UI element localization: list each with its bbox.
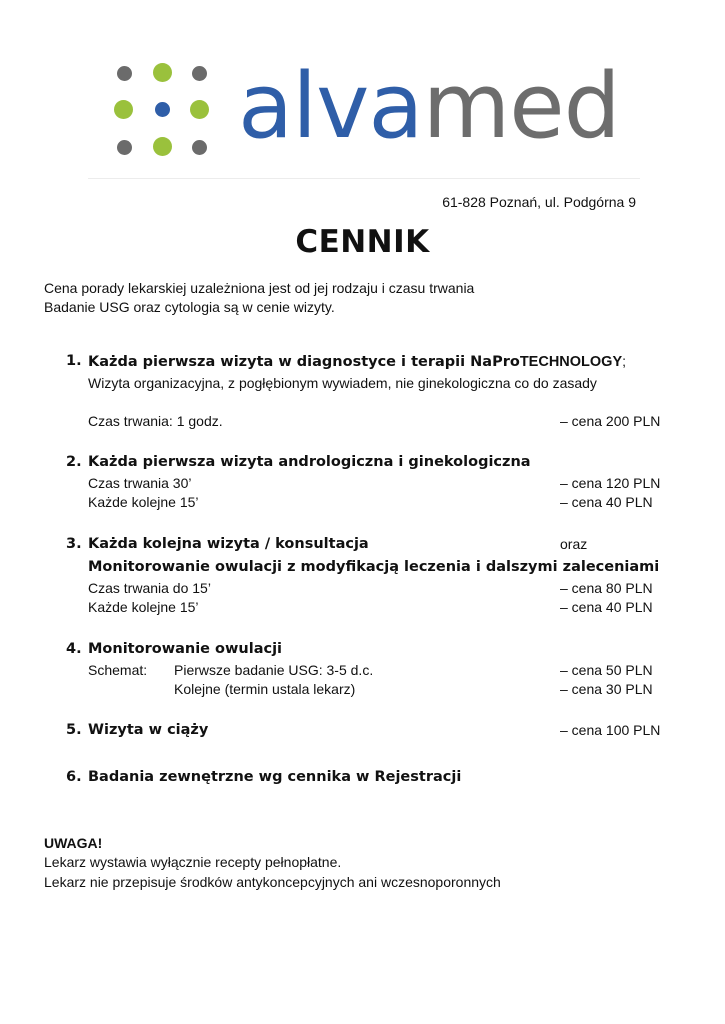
item-heading-plain: TECHNOLOGY — [519, 354, 623, 370]
item-number: 4. — [66, 641, 82, 657]
item-number: 3. — [66, 536, 82, 552]
notice-title: UWAGA! — [44, 835, 103, 851]
logo-dot — [114, 100, 133, 119]
logo-text-alva: alva — [238, 54, 423, 159]
price-value: – cena 40 PLN — [560, 494, 653, 510]
price-label: Pierwsze badanie USG: 3-5 d.c. — [174, 662, 374, 678]
item-heading-secondary: Monitorowanie owulacji z modyfikacją leczenia i dalszymi zaleceniami — [88, 559, 660, 575]
item-heading: Każda kolejna wizyta / konsultacja — [88, 536, 369, 552]
price-label: Czas trwania: 1 godz. — [88, 413, 223, 429]
price-label: Czas trwania do 15’ — [88, 580, 211, 596]
item-conjunction: oraz — [560, 536, 588, 552]
item-heading: Każda pierwsza wizyta andrologiczna i ginekologiczna — [88, 454, 531, 470]
price-label: Każde kolejne 15’ — [88, 599, 199, 615]
price-value: – cena 40 PLN — [560, 599, 653, 615]
item-number: 1. — [66, 353, 82, 369]
address: 61-828 Poznań, ul. Podgórna 9 — [442, 194, 636, 210]
logo-dot — [155, 102, 170, 117]
schema-label: Schemat: — [88, 662, 148, 678]
item-heading-bold: Każda pierwsza wizyta w diagnostyce i terapii NaPro — [88, 354, 520, 370]
intro-line: Badanie USG oraz cytologia są w cenie wizyty. — [44, 299, 335, 315]
price-label: Każde kolejne 15’ — [88, 494, 199, 510]
item-heading — [88, 351, 626, 372]
logo-dot — [190, 100, 209, 119]
logo-dot — [192, 66, 207, 81]
logo-dot — [153, 63, 172, 82]
item-heading: Monitorowanie owulacji — [88, 641, 283, 657]
logo-text-med: med — [422, 54, 620, 159]
logo-dot — [192, 140, 207, 155]
page-title: CENNIK — [295, 224, 430, 260]
price-label: Kolejne (termin ustala lekarz) — [174, 681, 356, 697]
item-heading: Badania zewnętrzne wg cennika w Rejestracji — [88, 769, 462, 785]
notice-line: Lekarz nie przepisuje środków antykoncepcyjnych ani wczesnoporonnych — [44, 874, 501, 890]
notice-line: Lekarz wystawia wyłącznie recepty pełnopłatne. — [44, 854, 342, 870]
price-value: – cena 120 PLN — [560, 475, 661, 491]
intro-line: Cena porady lekarskiej uzależniona jest od jej rodzaju i czasu trwania — [44, 280, 475, 296]
logo-dot — [117, 66, 132, 81]
header-divider — [88, 178, 640, 179]
price-value: – cena 80 PLN — [560, 580, 653, 596]
price-value: – cena 200 PLN — [560, 413, 661, 429]
price-value: – cena 50 PLN — [560, 662, 653, 678]
price-value: – cena 30 PLN — [560, 681, 653, 697]
price-value: – cena 100 PLN — [560, 722, 661, 738]
logo-dot — [117, 140, 132, 155]
item-heading: Wizyta w ciąży — [88, 722, 209, 738]
item-number: 5. — [66, 722, 82, 738]
item-subtitle: Wizyta organizacyjna, z pogłębionym wywiadem, nie ginekologiczna co do zasady — [88, 375, 597, 391]
item-number: 2. — [66, 454, 82, 470]
item-number: 6. — [66, 769, 82, 785]
price-label: Czas trwania 30’ — [88, 475, 192, 491]
item-heading-tail: ; — [622, 353, 627, 369]
logo-dot — [153, 137, 172, 156]
logo-wordmark — [238, 52, 620, 162]
